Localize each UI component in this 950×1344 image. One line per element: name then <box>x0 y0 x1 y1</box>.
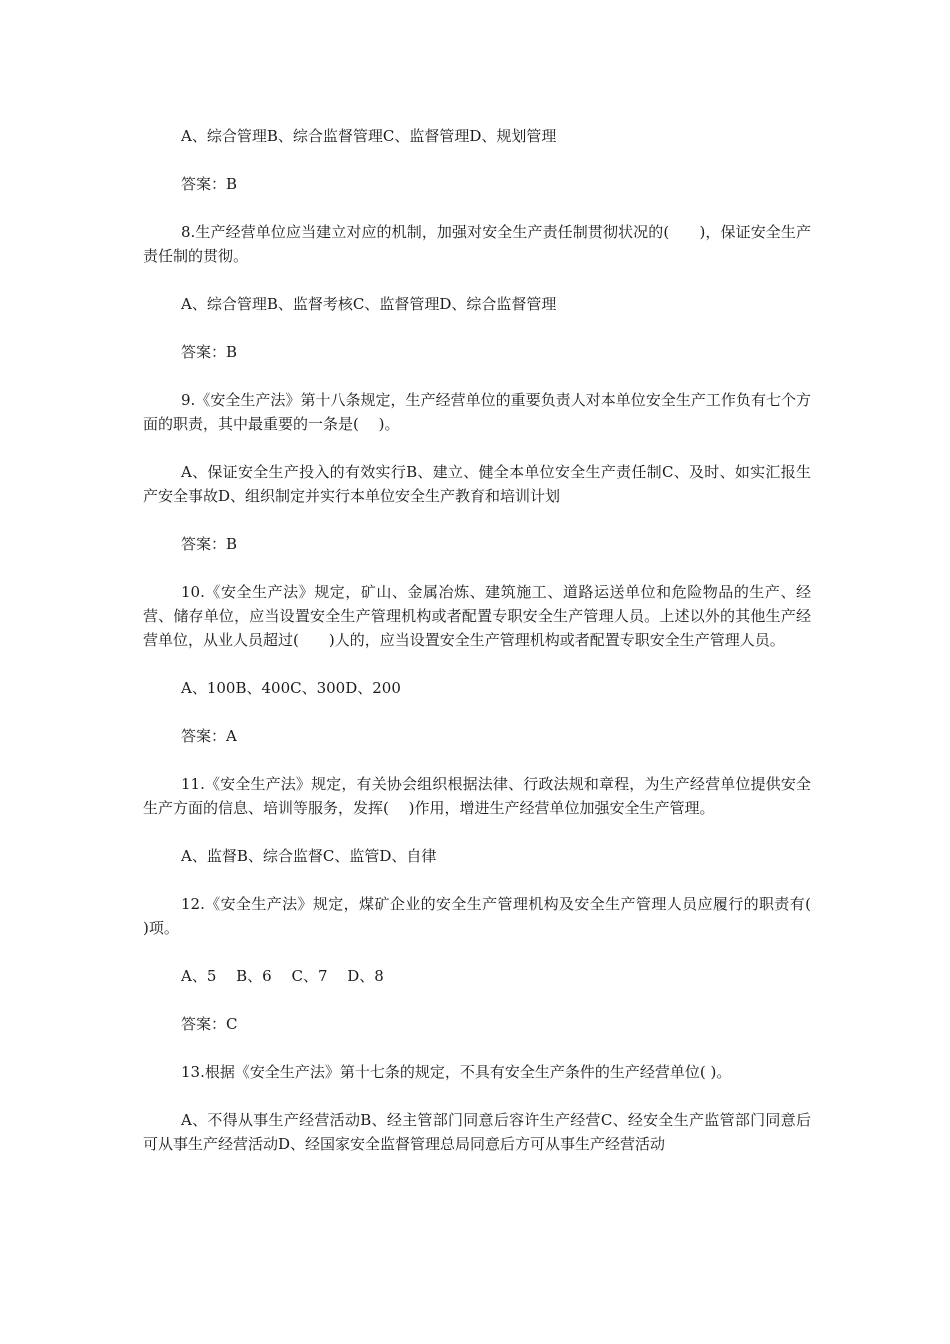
question-9: 9.《安全生产法》第十八条规定，生产经营单位的重要负责人对本单位安全生产工作负有七个方面的职责，其中最重要的一条是( )。 <box>143 391 811 433</box>
answer-line: 答案：B <box>181 175 238 193</box>
answer-line: 答案：B <box>181 343 238 361</box>
question-12: 12.《安全生产法》规定，煤矿企业的安全生产管理机构及安全生产管理人员应履行的职责有( )项。 <box>143 895 831 937</box>
question-10: 10.《安全生产法》规定，矿山、金属冶炼、建筑施工、道路运送单位和危险物品的生产、经营、储存单位，应当设置安全生产管理机构或者配置专职安全生产管理人员。上述以外的其他生产经营单位，从业人员超过( )人的，应当设置安全生产管理机构或者配置专职安全生产管理人员。 <box>143 583 811 649</box>
answer-line: 答案：B <box>181 535 238 553</box>
option-line: A、5 B、6 C、7 D、8 <box>181 967 384 985</box>
answer-line: 答案：C <box>181 1015 238 1033</box>
question-13: 13.根据《安全生产法》第十七条的规定，不具有安全生产条件的生产经营单位( )。 <box>181 1063 732 1081</box>
option-line: A、监督B、综合监督C、监管D、自律 <box>181 847 437 865</box>
option-line: A、综合管理B、综合监督管理C、监督管理D、规划管理 <box>181 127 557 145</box>
question-11: 11.《安全生产法》规定，有关协会组织根据法律、行政法规和章程，为生产经营单位提供安全生产方面的信息、培训等服务，发挥( )作用，增进生产经营单位加强安全生产管理。 <box>143 775 811 817</box>
question-8: 8.生产经营单位应当建立对应的机制，加强对安全生产责任制贯彻状况的( )，保证安全生产责任制的贯彻。 <box>143 223 811 265</box>
option-line: A、不得从事生产经营活动B、经主管部门同意后容许生产经营C、经安全生产监管部门同意后可从事生产经营活动D、经国家安全监督管理总局同意后方可从事生产经营活动 <box>143 1111 811 1153</box>
option-line: A、综合管理B、监督考核C、监督管理D、综合监督管理 <box>181 295 557 313</box>
option-line: A、100B、400C、300D、200 <box>181 679 401 697</box>
option-line: A、保证安全生产投入的有效实行B、建立、健全本单位安全生产责任制C、及时、如实汇报生产安全事故D、组织制定并实行本单位安全生产教育和培训计划 <box>143 463 811 505</box>
answer-line: 答案：A <box>181 727 237 745</box>
document-page <box>143 124 831 1180</box>
